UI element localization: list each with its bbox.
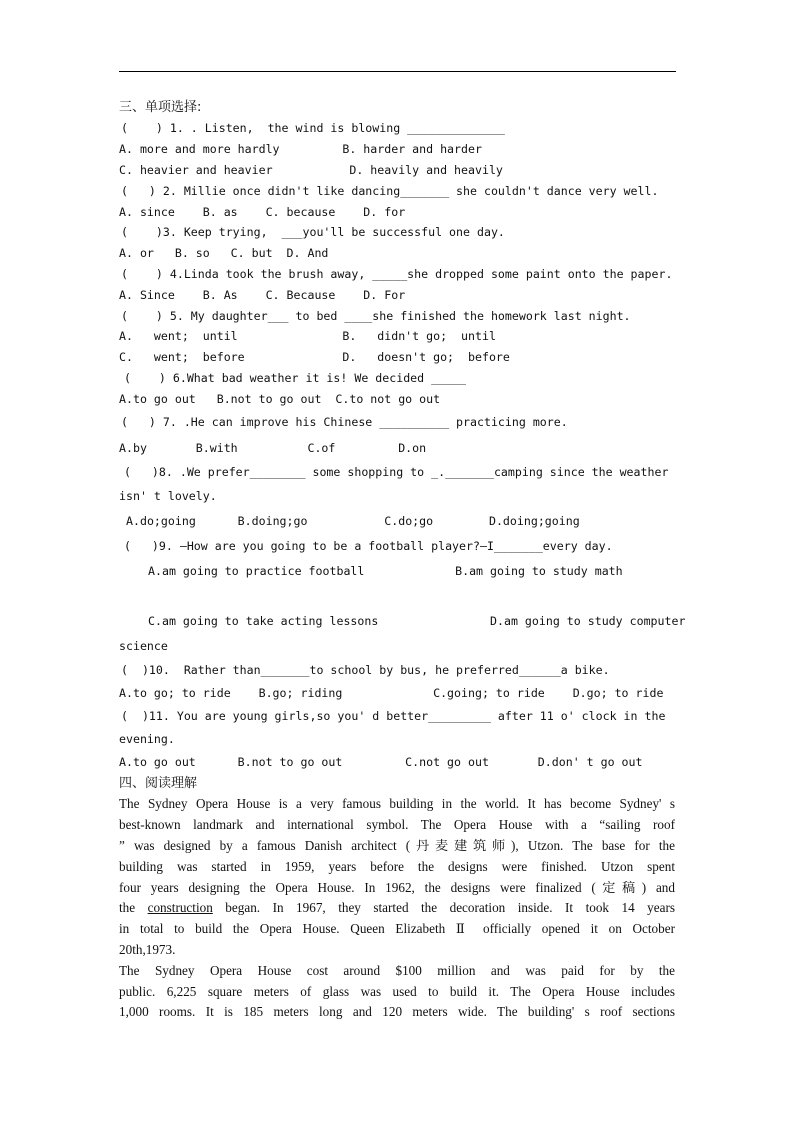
passage-line-11: 1,000 rooms. It is 185 meters long and 120 meters wide. The building' s roof sections (119, 1004, 675, 1019)
passage-line-4: building was started in 1959, years before the designs were finished. Utzon spent (119, 859, 675, 874)
question-9-options-ab: A.am going to practice football B.am going to study math (148, 564, 623, 578)
question-11-stem-line2: evening. (119, 732, 175, 746)
question-11-stem-line1: ( )11. You are young girls,so you' d better_________ after 11 o' clock in the (121, 709, 666, 723)
question-8-stem-line1: ( )8. .We prefer________ some shopping to _._______camping since the weather (124, 465, 669, 479)
question-10-stem: ( )10. Rather than_______to school by bus, he preferred______a bike. (121, 663, 610, 677)
passage-line-10: public. 6,225 square meters of glass was used to build it. The Opera House includes (119, 984, 675, 999)
question-2-stem: ( ) 2. Millie once didn't like dancing_______ she couldn't dance very well. (121, 184, 659, 198)
question-5-stem: ( ) 5. My daughter___ to bed ____she finished the homework last night. (121, 309, 631, 323)
section-4-heading: 四、阅读理解 (119, 776, 198, 791)
question-2-options: A. since B. as C. because D. for (119, 205, 406, 219)
passage-line-2: best-known landmark and international symbol. The Opera House with a “sailing roof (119, 817, 675, 832)
question-7-stem: ( ) 7. .He can improve his Chinese __________ practicing more. (121, 415, 568, 429)
question-3-stem: ( )3. Keep trying, ___you'll be successful one day. (121, 225, 505, 239)
question-7-options: A.by B.with C.of D.on (119, 441, 427, 455)
question-1-options-cd: C. heavier and heavier D. heavily and heavily (119, 163, 503, 177)
passage-line-9: The Sydney Opera House cost around $100 million and was paid for by the (119, 963, 675, 978)
question-11-options: A.to go out B.not to go out C.not go out D.don' t go out (119, 755, 643, 769)
question-1-stem: ( ) 1. . Listen, the wind is blowing ______________ (121, 121, 505, 135)
question-5-options-ab: A. went; until B. didn't go; until (119, 329, 496, 343)
question-9-stem: ( )9. —How are you going to be a football player?—I_______every day. (124, 539, 613, 553)
question-4-options: A. Since B. As C. Because D. For (119, 288, 406, 302)
question-10-options: A.to go; to ride B.go; riding C.going; to ride D.go; to ride (119, 686, 664, 700)
header-rule (119, 71, 676, 72)
question-9-options-cd: C.am going to take acting lessons D.am going to study computer (148, 614, 686, 628)
passage-line-6: the construction began. In 1967, they started the decoration inside. It took 14 years (119, 900, 675, 915)
passage-line-1: The Sydney Opera House is a very famous building in the world. It has become Sydney' s (119, 796, 675, 811)
question-9-options-wrap: science (119, 639, 168, 653)
underlined-word: construction (147, 900, 213, 915)
question-1-options-ab: A. more and more hardly B. harder and harder (119, 142, 482, 156)
question-6-options: A.to go out B.not to go out C.to not go out (119, 392, 441, 406)
question-8-stem-line2: isn' t lovely. (119, 489, 217, 503)
passage-line-8: 20th,1973. (119, 942, 176, 957)
passage-line-7: in total to build the Opera House. Queen Elizabeth Ⅱ officially opened it on October (119, 921, 675, 936)
question-4-stem: ( ) 4.Linda took the brush away, _____she dropped some paint onto the paper. (121, 267, 673, 281)
question-3-options: A. or B. so C. but D. And (119, 246, 329, 260)
question-6-stem: ( ) 6.What bad weather it is! We decided _____ (124, 371, 467, 385)
passage-line-5: four years designing the Opera House. In 1962, the designs were finalized (定稿) and (119, 880, 675, 895)
question-8-options: A.do;going B.doing;go C.do;go D.doing;going (126, 514, 580, 528)
passage-line-3: ” was designed by a famous Danish architect (丹麦建筑师), Utzon. The base for the (119, 838, 675, 853)
section-3-heading: 三、单项选择: (119, 100, 202, 115)
question-5-options-cd: C. went; before D. doesn't go; before (119, 350, 510, 364)
